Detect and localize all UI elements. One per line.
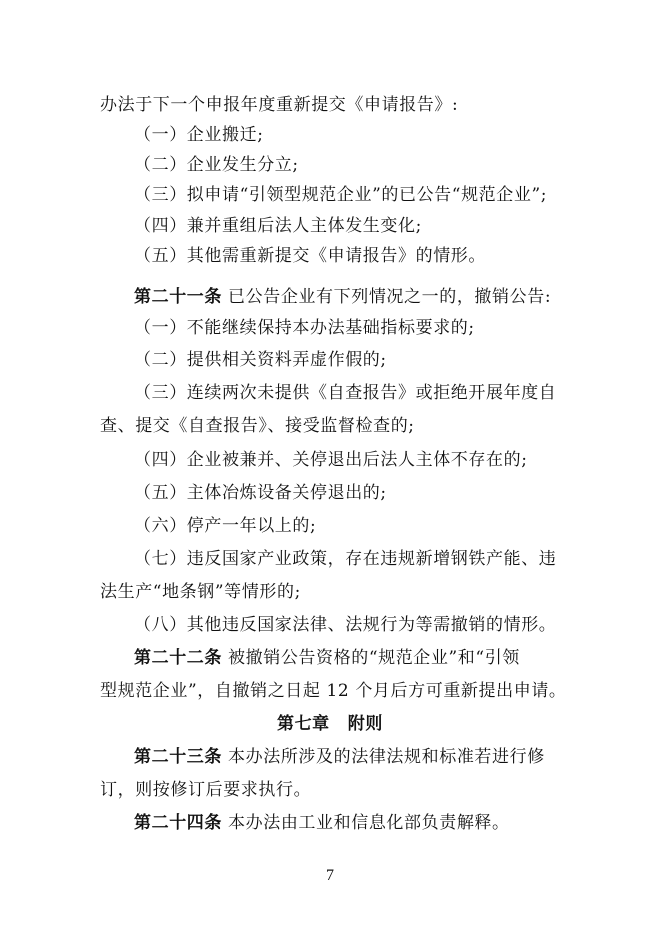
chapter-heading (0, 712, 660, 736)
list-item: （七）违反国家产业政策，存在违规新增钢铁产能、违 (134, 549, 557, 569)
list-item: （五）主体冶炼设备关停退出的; (134, 483, 387, 503)
list-item: （三）连续两次未提供《自查报告》或拒绝开展年度自 (134, 383, 557, 403)
list-item: （五）其他需重新提交《申请报告》的情形。 (134, 246, 486, 266)
article-23 (134, 745, 545, 769)
article-text: 本办法所涉及的法律法规和标准若进行修 (228, 747, 545, 767)
list-item: （二）企业发生分立; (134, 155, 299, 175)
chapter-number: 第七章 (276, 714, 330, 734)
list-item: （一）不能继续保持本办法基础指标要求的; (134, 318, 475, 338)
article-22 (134, 646, 520, 670)
paragraph-line: 办法于下一个申报年度重新提交《申请报告》: (100, 95, 459, 115)
article-heading: 第二十一条 (134, 287, 222, 307)
paragraph-line: 法生产“地条钢”等情形的; (100, 582, 301, 602)
list-item: （一）企业搬迁; (134, 125, 264, 145)
list-item: （四）企业被兼并、关停退出后法人主体不存在的; (134, 450, 528, 470)
article-heading: 第二十四条 (134, 813, 222, 833)
page-number: 7 (326, 867, 334, 884)
list-item: （二）提供相关资料弄虚作假的; (134, 350, 387, 370)
article-text: 被撤销公告资格的“规范企业”和“引领 (228, 648, 520, 668)
article-text: 已公告企业有下列情况之一的，撤销公告: (228, 287, 552, 307)
list-item: （八）其他违反国家法律、法规行为等需撤销的情形。 (134, 615, 557, 635)
list-item: （三）拟申请“引领型规范企业”的已公告“规范企业”; (134, 185, 548, 205)
article-heading: 第二十二条 (134, 648, 222, 668)
list-item: （六）停产一年以上的; (134, 516, 317, 536)
paragraph-line: 型规范企业”，自撤销之日起 12 个月后方可重新提出申请。 (100, 681, 567, 701)
article-text: 本办法由工业和信息化部负责解释。 (228, 813, 510, 833)
article-21 (134, 285, 551, 309)
paragraph-line: 查、提交《自查报告》、接受监督检查的; (100, 416, 415, 436)
list-item: （四）兼并重组后法人主体发生变化; (134, 216, 422, 236)
article-24 (134, 811, 510, 835)
article-heading: 第二十三条 (134, 747, 222, 767)
paragraph-line: 订，则按修订后要求执行。 (100, 780, 312, 800)
chapter-title: 附则 (347, 714, 383, 734)
